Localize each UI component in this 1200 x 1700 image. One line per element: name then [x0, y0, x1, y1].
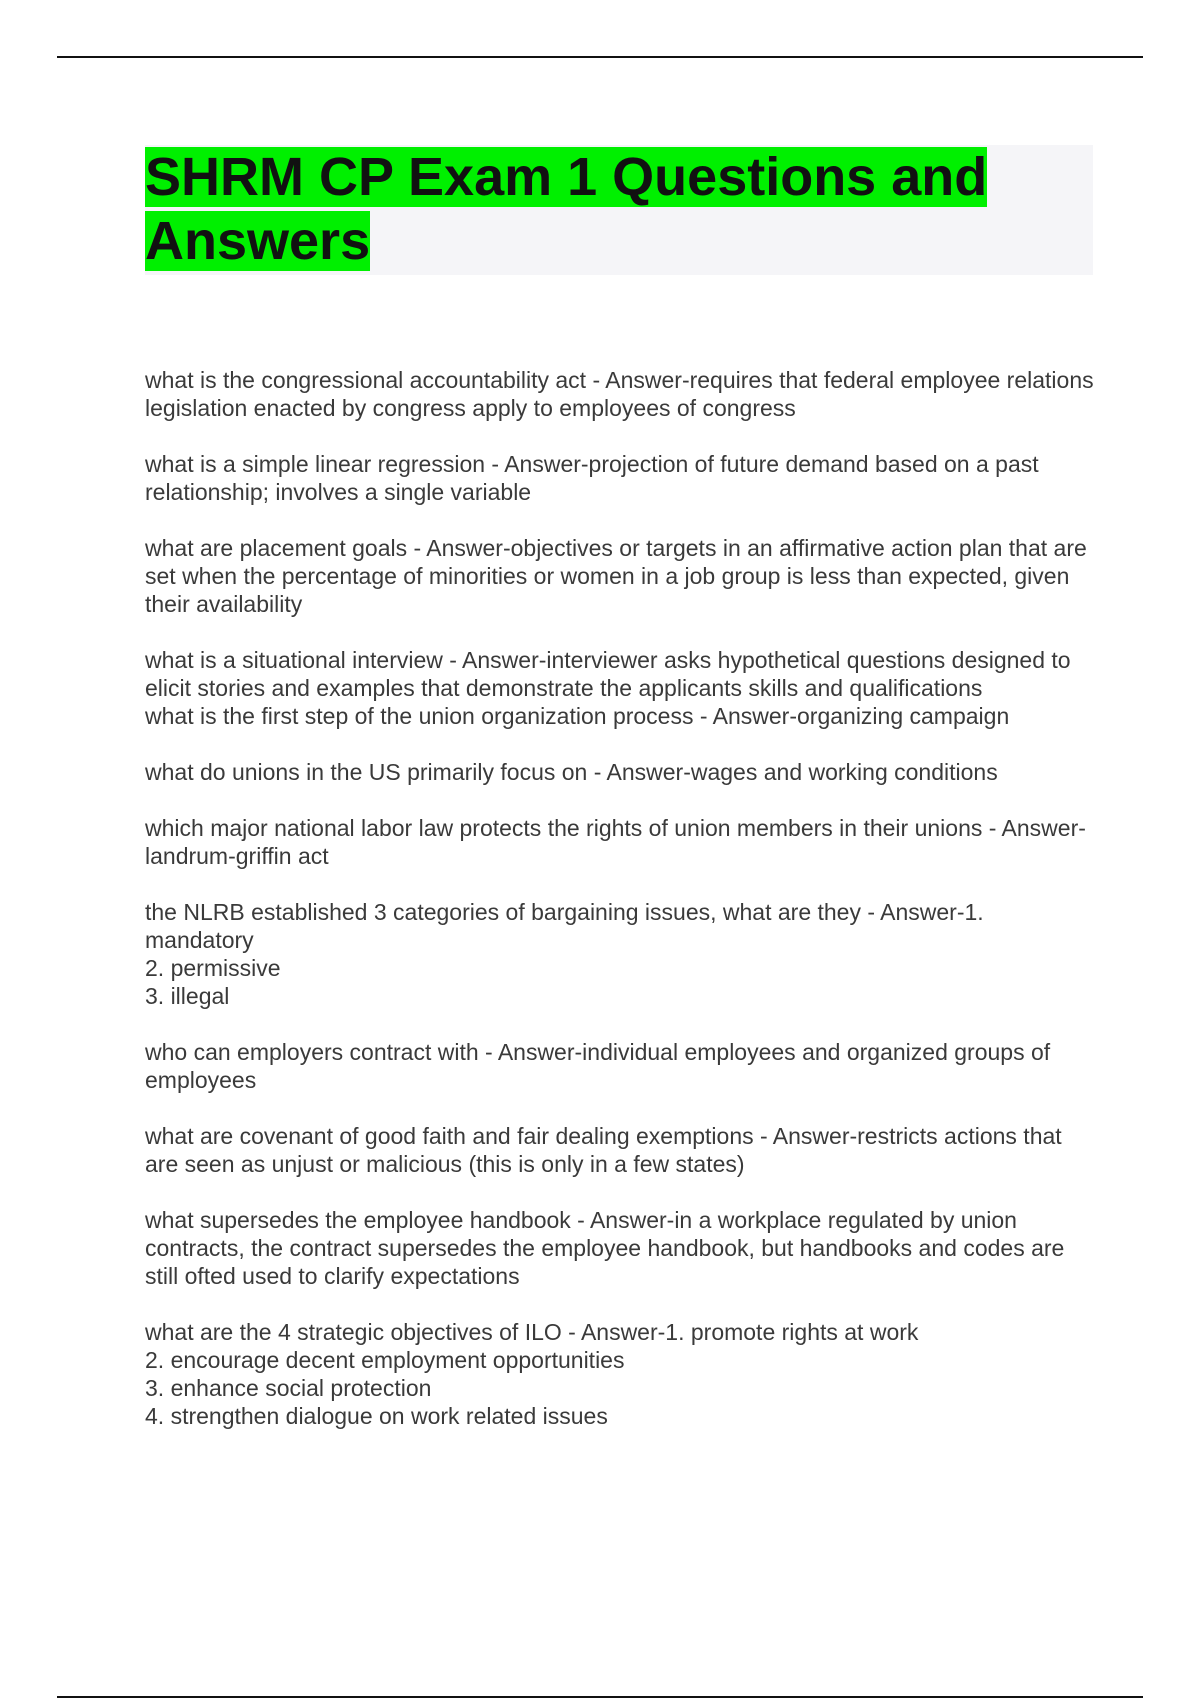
qa-item [145, 1318, 1095, 1430]
qa-line: what are the 4 strategic objectives of ILO - Answer-1. promote rights at work [145, 1319, 919, 1345]
qa-line: 3. enhance social protection [145, 1375, 432, 1401]
qa-line: what do unions in the US primarily focus on - Answer-wages and working conditions [145, 759, 998, 785]
qa-item [145, 702, 1095, 730]
qa-line: the NLRB established 3 categories of bargaining issues, what are they - Answer-1. mandatory [145, 899, 984, 953]
qa-item [145, 1122, 1095, 1178]
title-highlight: SHRM CP Exam 1 Questions and Answers [145, 147, 988, 271]
qa-item [145, 758, 1095, 786]
title-box [145, 145, 1093, 275]
qa-item [145, 646, 1095, 702]
qa-line: what is a situational interview - Answer-interviewer asks hypothetical questions designed to elicit stories and examples that demonstrate the applicants skills and qualifications [145, 647, 1071, 701]
qa-line: what is the first step of the union organization process - Answer-organizing campaign [145, 703, 1010, 729]
qa-line: what is a simple linear regression - Answer-projection of future demand based on a past relationship; involves a single variable [145, 451, 1039, 505]
qa-line: 2. permissive [145, 955, 281, 981]
qa-line: what are covenant of good faith and fair dealing exemptions - Answer-restricts actions that are seen as unjust or malicious (this is only in a few states) [145, 1123, 1062, 1177]
qa-item [145, 366, 1095, 422]
qa-line: what supersedes the employee handbook - Answer-in a workplace regulated by union contracts, the contract supersedes the employee handbook, but handbooks and codes are still ofted used to clarify expectations [145, 1207, 1065, 1289]
top-rule [57, 56, 1143, 58]
bottom-rule [57, 1696, 1143, 1698]
qa-item [145, 534, 1095, 618]
page-title [145, 145, 1045, 273]
qa-line: 3. illegal [145, 983, 230, 1009]
qa-line: who can employers contract with - Answer-individual employees and organized groups of employees [145, 1039, 1051, 1093]
qa-item [145, 898, 1095, 1010]
qa-item [145, 814, 1095, 870]
qa-item [145, 450, 1095, 506]
qa-line: what is the congressional accountability act - Answer-requires that federal employee relations legislation enacted by congress apply to employees of congress [145, 367, 1094, 421]
qa-line: which major national labor law protects the rights of union members in their unions - Answer-landrum-griffin act [145, 815, 1086, 869]
qa-line: what are placement goals - Answer-objectives or targets in an affirmative action plan that are set when the percentage of minorities or women in a job group is less than expected, given their availability [145, 535, 1087, 617]
qa-item [145, 1038, 1095, 1094]
qa-line: 4. strengthen dialogue on work related issues [145, 1403, 608, 1429]
qa-item [145, 1206, 1095, 1290]
qa-line: 2. encourage decent employment opportunities [145, 1347, 625, 1373]
qa-list [145, 366, 1095, 1458]
